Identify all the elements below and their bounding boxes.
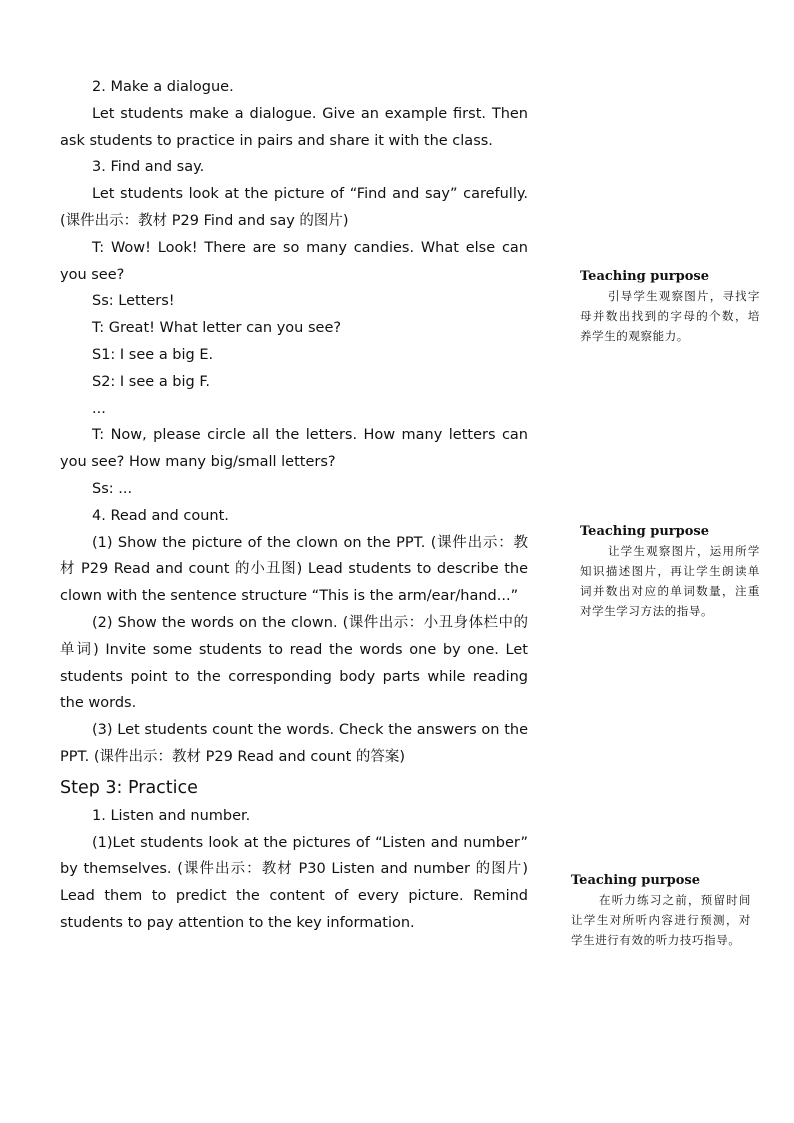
side-note-title: Teaching purpose — [571, 873, 700, 888]
side-note — [580, 522, 760, 621]
paragraph: ... — [92, 400, 106, 417]
paragraph: (3) Let students count the words. Check the answers on the PPT. (课件出示：教材 P29 Read and count 的答案) — [60, 722, 528, 765]
paragraph: S1: I see a big E. — [92, 346, 214, 363]
paragraph: Let students look at the picture of “Find and say” carefully. (课件出示：教材 P29 Find and say 的图片) — [60, 186, 528, 229]
paragraph: 1. Listen and number. — [92, 807, 251, 824]
paragraph: (1) Show the picture of the clown on the PPT. (课件出示：教材 P29 Read and count 的小丑图) Lead students to describe the clown with the sentence structure “This is the arm/ear/hand...” — [60, 534, 528, 605]
paragraph: T: Great! What letter can you see? — [92, 320, 342, 337]
paragraph: (2) Show the words on the clown. (课件出示：小丑身体栏中的单词) Invite some students to read the words one by one. Let students point to the corresponding body parts while reading the words. — [60, 614, 528, 712]
paragraph: 3. Find and say. — [92, 159, 205, 176]
paragraph: Let students make a dialogue. Give an example first. Then ask students to practice in pairs and share it with the class. — [60, 105, 528, 149]
side-note-title: Teaching purpose — [580, 269, 709, 284]
paragraph: Ss: ... — [92, 480, 133, 497]
side-note — [580, 267, 760, 346]
paragraph: S2: I see a big F. — [92, 373, 210, 390]
paragraph: T: Now, please circle all the letters. How many letters can you see? How many big/small letters? — [60, 427, 528, 471]
paragraph: T: Wow! Look! There are so many candies. What else can you see? — [60, 239, 528, 283]
paragraph: (1)Let students look at the pictures of “Listen and number” by themselves. (课件出示：教材 P30 Listen and number 的图片) Lead them to predict the content of every picture. Remind students to pay attention to the key information. — [60, 834, 528, 931]
side-note — [571, 871, 751, 950]
paragraph: 2. Make a dialogue. — [92, 79, 234, 95]
side-note-body: 在听力练习之前，预留时间让学生对所听内容进行预测，对学生进行有效的听力技巧指导。 — [571, 893, 751, 947]
side-note-body: 让学生观察图片，运用所学知识描述图片，再让学生朗读单词并数出对应的单词数量，注重对学生学习方法的指导。 — [580, 544, 760, 618]
side-note-title: Teaching purpose — [580, 524, 709, 539]
side-note-body: 引导学生观察图片，寻找字母并数出找到的字母的个数，培养学生的观察能力。 — [580, 289, 760, 343]
paragraph: 4. Read and count. — [92, 507, 229, 524]
paragraph: Ss: Letters! — [92, 293, 175, 310]
lesson-body — [60, 74, 528, 937]
step-heading: Step 3: Practice — [60, 777, 198, 798]
